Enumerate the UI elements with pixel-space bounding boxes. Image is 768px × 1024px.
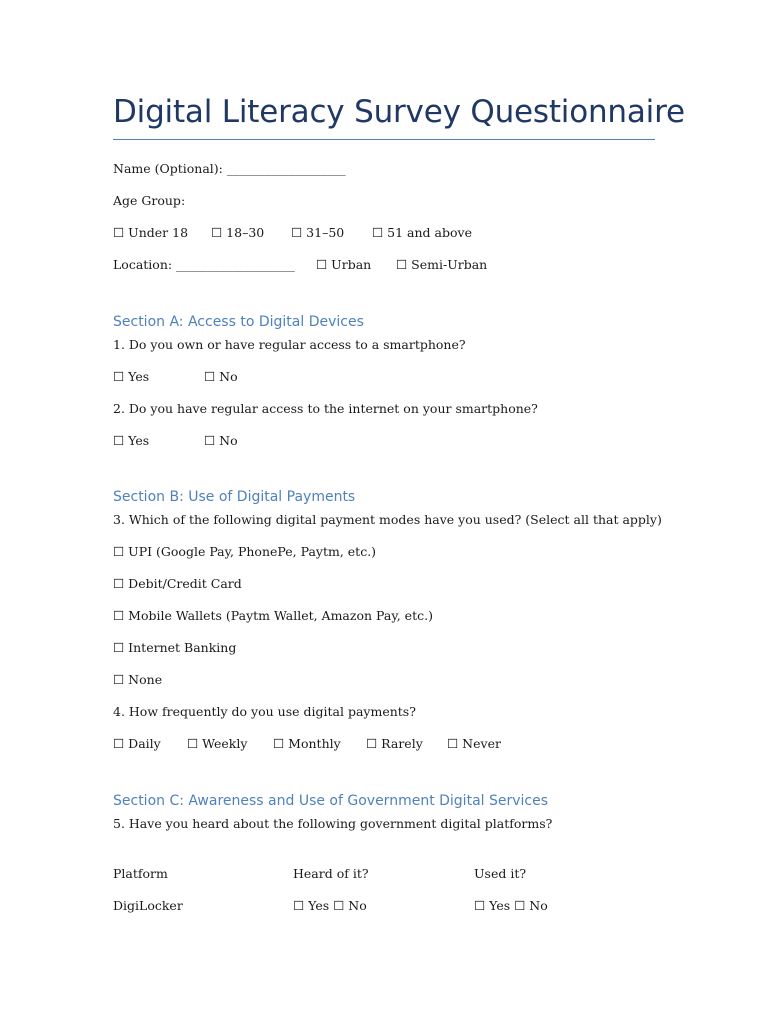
q2-option-no[interactable]: ☐ No bbox=[204, 433, 238, 448]
q3-option-upi[interactable]: ☐ UPI (Google Pay, PhonePe, Paytm, etc.) bbox=[113, 544, 377, 559]
q4-option-never[interactable]: ☐ Never bbox=[447, 736, 501, 751]
age-option-31-50[interactable]: ☐ 31–50 bbox=[291, 225, 345, 240]
section-b-heading: Section B: Use of Digital Payments bbox=[113, 489, 356, 505]
question-5: 5. Have you heard about the following government digital platforms? bbox=[113, 816, 553, 831]
q2-option-yes[interactable]: ☐ Yes bbox=[113, 433, 150, 448]
question-2: 2. Do you have regular access to the internet on your smartphone? bbox=[113, 401, 538, 416]
q3-option-internet-banking[interactable]: ☐ Internet Banking bbox=[113, 640, 237, 655]
table-cell-platform: DigiLocker bbox=[113, 898, 183, 913]
location-field-line: Location: ___________________ bbox=[113, 257, 295, 272]
age-option-18-30[interactable]: ☐ 18–30 bbox=[211, 225, 265, 240]
table-header-platform: Platform bbox=[113, 866, 168, 881]
q3-option-card[interactable]: ☐ Debit/Credit Card bbox=[113, 576, 242, 591]
age-option-51-above[interactable]: ☐ 51 and above bbox=[372, 225, 472, 240]
q4-option-rarely[interactable]: ☐ Rarely bbox=[366, 736, 423, 751]
q4-option-weekly[interactable]: ☐ Weekly bbox=[187, 736, 248, 751]
q4-option-monthly[interactable]: ☐ Monthly bbox=[273, 736, 341, 751]
age-option-under-18[interactable]: ☐ Under 18 bbox=[113, 225, 189, 240]
age-group-label: Age Group: bbox=[113, 193, 186, 208]
q3-option-none[interactable]: ☐ None bbox=[113, 672, 163, 687]
title-divider bbox=[113, 139, 655, 140]
section-c-heading: Section C: Awareness and Use of Government Digital Services bbox=[113, 793, 549, 809]
question-1: 1. Do you own or have regular access to a smartphone? bbox=[113, 337, 466, 352]
table-header-used: Used it? bbox=[474, 866, 527, 881]
name-field-line: Name (Optional): ___________________ bbox=[113, 161, 346, 176]
table-cell-heard-options[interactable]: ☐ Yes ☐ No bbox=[293, 898, 367, 913]
q1-option-yes[interactable]: ☐ Yes bbox=[113, 369, 150, 384]
location-option-urban[interactable]: ☐ Urban bbox=[316, 257, 372, 272]
location-option-semi-urban[interactable]: ☐ Semi-Urban bbox=[396, 257, 488, 272]
q4-option-daily[interactable]: ☐ Daily bbox=[113, 736, 161, 751]
q1-option-no[interactable]: ☐ No bbox=[204, 369, 238, 384]
table-header-heard: Heard of it? bbox=[293, 866, 369, 881]
document-title: Digital Literacy Survey Questionnaire bbox=[113, 94, 685, 130]
question-4: 4. How frequently do you use digital payments? bbox=[113, 704, 416, 719]
question-3: 3. Which of the following digital payment modes have you used? (Select all that apply) bbox=[113, 512, 662, 527]
table-cell-used-options[interactable]: ☐ Yes ☐ No bbox=[474, 898, 548, 913]
section-a-heading: Section A: Access to Digital Devices bbox=[113, 314, 364, 330]
q3-option-mobile-wallets[interactable]: ☐ Mobile Wallets (Paytm Wallet, Amazon Pay, etc.) bbox=[113, 608, 433, 623]
